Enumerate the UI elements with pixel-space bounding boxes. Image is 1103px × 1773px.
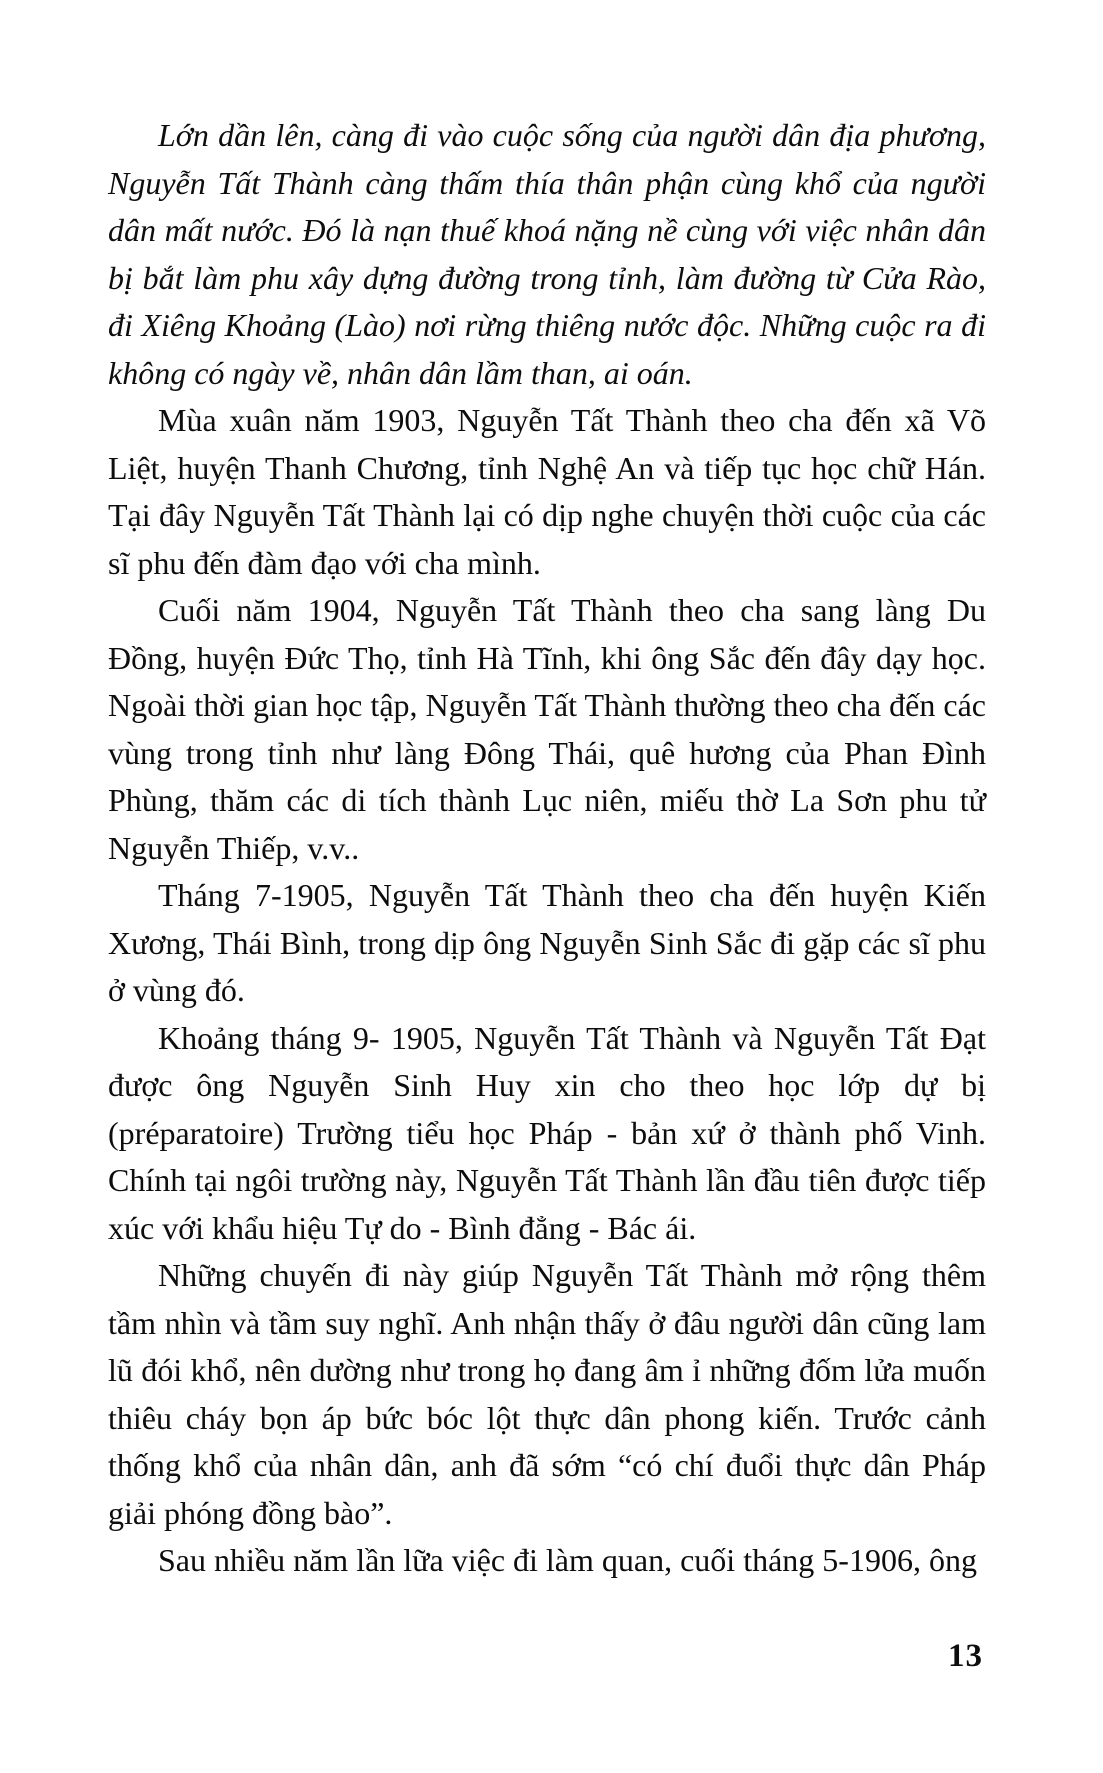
paragraph-3: Cuối năm 1904, Nguyễn Tất Thành theo cha sang làng Du Đồng, huyện Đức Thọ, tỉnh Hà Tĩnh, khi ông Sắc đến đây dạy học. Ngoài thời gian học tập, Nguyễn Tất Thành thường theo cha đến các vùng trong tỉnh như làng Đông Thái, quê hương của Phan Đình Phùng, thăm các di tích thành Lục niên, miếu thờ La Sơn phu tử Nguyễn Thiếp, v.v.. xyxy=(108,592,986,866)
paragraph-6: Những chuyến đi này giúp Nguyễn Tất Thành mở rộng thêm tầm nhìn và tầm suy nghĩ. Anh nhận thấy ở đâu người dân cũng lam lũ đói khổ, nên dường như trong họ đang âm ỉ những đốm lửa muốn thiêu cháy bọn áp bức bóc lột thực dân phong kiến. Trước cảnh thống khổ của nhân dân, anh đã sớm “có chí đuổi thực dân Pháp giải phóng đồng bào”. xyxy=(108,1257,986,1531)
paragraph-1: Lớn dần lên, càng đi vào cuộc sống của người dân địa phương, Nguyễn Tất Thành càng thấm thía thân phận cùng khổ của người dân mất nước. Đó là nạn thuế khoá nặng nề cùng với việc nhân dân bị bắt làm phu xây dựng đường trong tỉnh, làm đường từ Cửa Rào, đi Xiêng Khoảng (Lào) nơi rừng thiêng nước độc. Những cuộc ra đi không có ngày về, nhân dân lầm than, ai oán. xyxy=(108,117,986,391)
page-text xyxy=(108,112,986,1585)
paragraph-2: Mùa xuân năm 1903, Nguyễn Tất Thành theo cha đến xã Võ Liệt, huyện Thanh Chương, tỉnh Nghệ An và tiếp tục học chữ Hán. Tại đây Nguyễn Tất Thành lại có dịp nghe chuyện thời cuộc của các sĩ phu đến đàm đạo với cha mình. xyxy=(108,402,986,581)
page-number: 13 xyxy=(948,1638,983,1674)
paragraph-7: Sau nhiều năm lần lữa việc đi làm quan, cuối tháng 5-1906, ông xyxy=(158,1542,977,1578)
paragraph-4: Tháng 7-1905, Nguyễn Tất Thành theo cha đến huyện Kiến Xương, Thái Bình, trong dịp ông Nguyễn Sinh Sắc đi gặp các sĩ phu ở vùng đó. xyxy=(108,877,986,1008)
paragraph-5: Khoảng tháng 9- 1905, Nguyễn Tất Thành và Nguyễn Tất Đạt được ông Nguyễn Sinh Huy xin cho theo học lớp dự bị (préparatoire) Trường tiểu học Pháp - bản xứ ở thành phố Vinh. Chính tại ngôi trường này, Nguyễn Tất Thành lần đầu tiên được tiếp xúc với khẩu hiệu Tự do - Bình đẳng - Bác ái. xyxy=(108,1019,986,1246)
